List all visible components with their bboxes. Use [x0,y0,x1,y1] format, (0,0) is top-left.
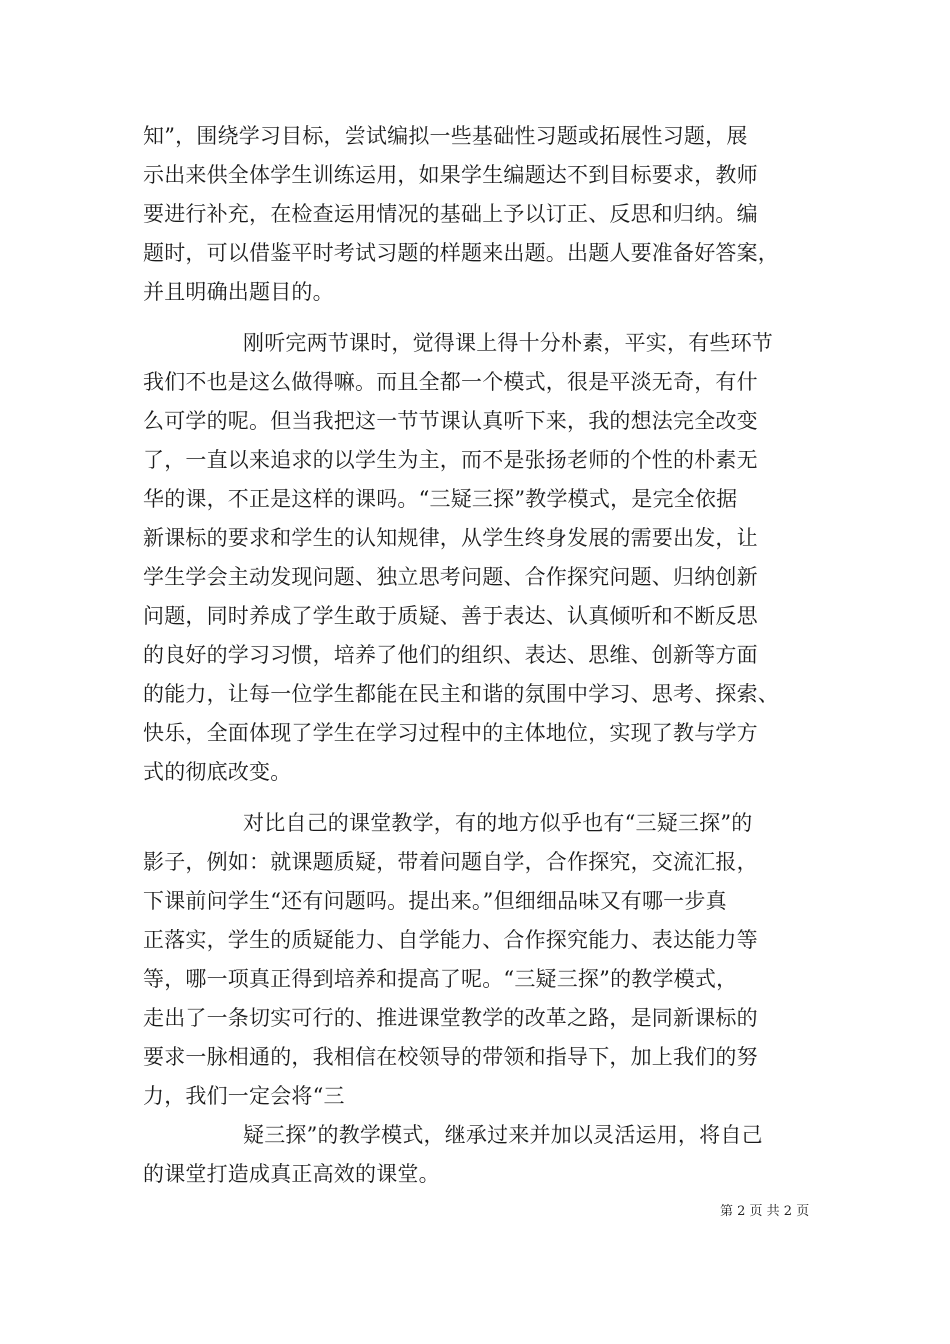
text-line: 走出了一条切实可行的、推进课堂教学的改革之路，是同新课标的 [143,1006,758,1030]
text-line: 华的课，不正是这样的课吗。“三疑三探”教学模式，是完全依据 [143,487,738,511]
text-line: 对比自己的课堂教学，有的地方似乎也有“三疑三探”的 [243,811,753,835]
text-line: 我们不也是这么做得嘛。而且全都一个模式，很是平淡无奇，有什 [143,370,758,394]
text-line: 新课标的要求和学生的认知规律，从学生终身发展的需要出发，让 [143,526,758,550]
text-line: 式的彻底改变。 [143,760,292,784]
text-line: 要进行补充，在检查运用情况的基础上予以订正、反思和归纳。编 [143,202,758,226]
text-line: 了，一直以来追求的以学生为主，而不是张扬老师的个性的朴素无 [143,448,758,472]
text-line: 知”，围绕学习目标，尝试编拟一些基础性习题或拓展性习题，展 [143,124,748,148]
paragraph-2 [143,324,833,792]
paragraph-4 [143,1116,833,1194]
body-text [143,117,833,1194]
text-line: 等，哪一项真正得到培养和提高了呢。“三疑三探”的教学模式， [143,967,738,991]
text-line: 正落实，学生的质疑能力、自学能力、合作探究能力、表达能力等 [143,928,758,952]
text-line: 的能力，让每一位学生都能在民主和谐的氛围中学习、思考、探索、 [143,682,779,706]
text-line: 刚听完两节课时，觉得课上得十分朴素，平实，有些环节 [243,331,773,355]
text-line: 问题，同时养成了学生敢于质疑、善于表达、认真倾听和不断反思 [143,604,758,628]
paragraph-3 [143,804,833,1116]
text-line: 影子，例如：就课题质疑，带着问题自学，合作探究，交流汇报， [143,850,758,874]
text-line: 示出来供全体学生训练运用，如果学生编题达不到目标要求，教师 [143,163,758,187]
text-line: 快乐，全面体现了学生在学习过程中的主体地位，实现了教与学方 [143,721,758,745]
text-line: 的课堂打造成真正高效的课堂。 [143,1162,440,1186]
text-line: 疑三探”的教学模式，继承过来并加以灵活运用，将自己 [243,1123,763,1147]
text-line: 的良好的学习习惯，培养了他们的组织、表达、思维、创新等方面 [143,643,758,667]
text-line: 并且明确出题目的。 [143,280,334,304]
page-number-footer: 第 2 页 共 2 页 [720,1204,810,1219]
text-line: 么可学的呢。但当我把这一节节课认真听下来，我的想法完全改变 [143,409,758,433]
text-line: 下课前问学生“还有问题吗。提出来。”但细细品味又有哪一步真 [143,889,727,913]
text-line: 力，我们一定会将“三 [143,1084,345,1108]
text-line: 题时，可以借鉴平时考试习题的样题来出题。出题人要准备好答案， [143,241,779,265]
text-line: 学生学会主动发现问题、独立思考问题、合作探究问题、归纳创新 [143,565,758,589]
paragraph-1 [143,117,833,312]
text-line: 要求一脉相通的，我相信在校领导的带领和指导下，加上我们的努 [143,1045,758,1069]
